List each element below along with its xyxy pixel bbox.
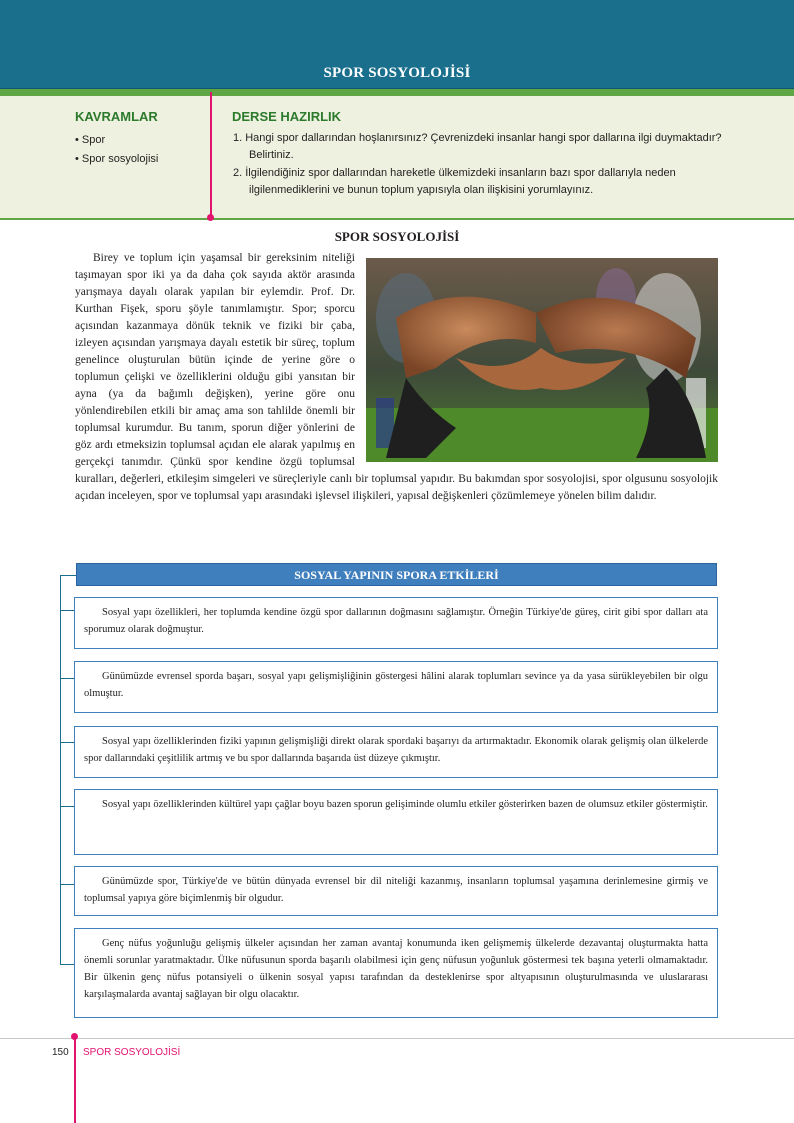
effect-text: Genç nüfus yoğunluğu gelişmiş ülkeler açısından her zaman avantaj konumunda iken gelişmemiş ülkelerde dezavantaj oluşturmakta hatta önemli sorunlar yaratmaktadır. Ülke nüfusunun sporda başarılı olabilmesi için genç nüfusun yoğunluk göstermesi tek başına yeterli olmamaktadır. Bir ülkenin genç nüfus potansiyeli o ülkenin sosyal yapısı tarafından da desteklenirse spor altyapısının oluşturulmasında ve uluslararası karşılaşmalarda avantaj sağlayan bir olgu olacaktır. [84, 938, 708, 1000]
intro-text: Birey ve toplum için yaşamsal bir gereksinim niteliği taşımayan spor iki ya da daha çok sayıda aktör arasında yarışmaya dayalı olarak yapılan bir eylemdir. Prof. Dr. Kurthan Fişek, sporu şöyle tanımlamıştır. Spor; sporcu açısından kazanmaya dönük teknik ve fiziki bir çaba, izleyen açısından yarışmaya dayalı estetik bir süreç, toplum genelince oluşturulan bütün içinde de yerine göre o toplumun çelişki ve özelliklerini olduğu gibi yansıtan bir ayna (ya da bağımlı değişken), yerine göre onu yönlendirebilen etkili bir amaç ama son tahlilde önemli bir toplumsal kurumdur. Bu tanım, sporun diğer yönlerini de göz ardı etmeksizin toplumsal açıdan ele alarak yapılmış en gerçekçi tanımdır. Çünkü spor kendine özgü toplumsal kuralları, değerleri, etkileşim simgeleri ve süreçleriyle canlı bir toplumsal yapıdır. Bu bakımdan spor sosyolojisi, spor olgusunu sosyolojik açıdan inceleyen, spor ve toplumsal yapı arasındaki işlevsel ilişkileri, yapısal değişkenleri çözümlemeye yönelen bilim dalıdır. [75, 252, 718, 502]
green-divider [0, 89, 794, 96]
effect-text: Günümüzde evrensel sporda başarı, sosyal yapı gelişmişliğinin göstergesi hâlini alarak toplumları sevince ya da yasa sürükleyebilen bir olgu olmuştur. [84, 671, 708, 699]
derse-hazirlik-heading: DERSE HAZIRLIK [232, 109, 342, 124]
page-number: 150 [52, 1047, 69, 1058]
bracket-vertical [60, 575, 61, 965]
kavram-item: • Spor [75, 134, 106, 146]
effect-box [74, 597, 718, 649]
pink-dot [207, 214, 214, 221]
pink-vertical-rule [210, 92, 212, 217]
chapter-title-bar [0, 59, 794, 89]
footer-pink-rule [74, 1035, 76, 1123]
kavramlar-heading: KAVRAMLAR [75, 109, 158, 124]
effect-text: Sosyal yapı özellikleri, her toplumda kendine özgü spor dallarının doğmasını sağlamıştır. Örneğin Türkiye'de güreş, cirit gibi spor dalları ata sporumuz olarak doğmuştur. [84, 607, 708, 635]
effect-text: Sosyal yapı özelliklerinden kültürel yapı çağlar boyu bazen sporun gelişiminde olumlu etkiler gösterirken bazen de olumsuz etkiler göstermiştir. [102, 799, 708, 810]
section-title: SPOR SOSYOLOJİSİ [334, 229, 460, 244]
bracket-top [60, 575, 76, 576]
effects-heading-bar [76, 563, 717, 586]
effect-box [74, 726, 718, 778]
preparation-questions [233, 130, 733, 200]
kavram-item: • Spor sosyolojisi [75, 153, 159, 165]
question-item: 2. İlgilendiğiniz spor dallarından hareketle ülkemizdeki insanların bazı spor dallarıyla neden ilgilenmediklerini ve bunun toplum yapısıyla olan ilişkisini yorumlayınız. [233, 167, 676, 196]
chapter-title: SPOR SOSYOLOJİSİ [323, 65, 471, 81]
preparation-panel [0, 96, 794, 220]
wrestling-photo [366, 258, 718, 462]
effect-text: Sosyal yapı özelliklerinden fiziki yapının gelişmişliği direkt olarak spordaki başarıyı da artırmaktadır. Ekonomik olarak gelişmiş olan ülkelerde spor dallarındaki çeşitlilik artmış ve bu spor dallarında başarıda üst düzeye çıkmıştır. [84, 736, 708, 764]
intro-paragraph [75, 250, 718, 505]
footer-pink-dot [71, 1033, 78, 1040]
footer-chapter-label: SPOR SOSYOLOJİSİ [83, 1047, 181, 1058]
effect-box [74, 661, 718, 713]
effects-heading: SOSYAL YAPININ SPORA ETKİLERİ [294, 568, 499, 582]
effect-text: Günümüzde spor, Türkiye'de ve bütün dünyada evrensel bir dil niteliği kazanmış, insanların toplumsal yaşamına derinlemesine girmiş ve toplumsal yapıya göre biçimlenmiş bir olgudur. [84, 876, 708, 904]
footer-rule [0, 1038, 794, 1039]
question-item: 1. Hangi spor dallarından hoşlanırsınız? Çevrenizdeki insanlar hangi spor dallarına ilgi duymaktadır? Belirtiniz. [233, 132, 722, 161]
effect-box [74, 789, 718, 855]
effect-box [74, 928, 718, 1018]
effect-box [74, 866, 718, 916]
kavramlar-list [75, 131, 158, 169]
